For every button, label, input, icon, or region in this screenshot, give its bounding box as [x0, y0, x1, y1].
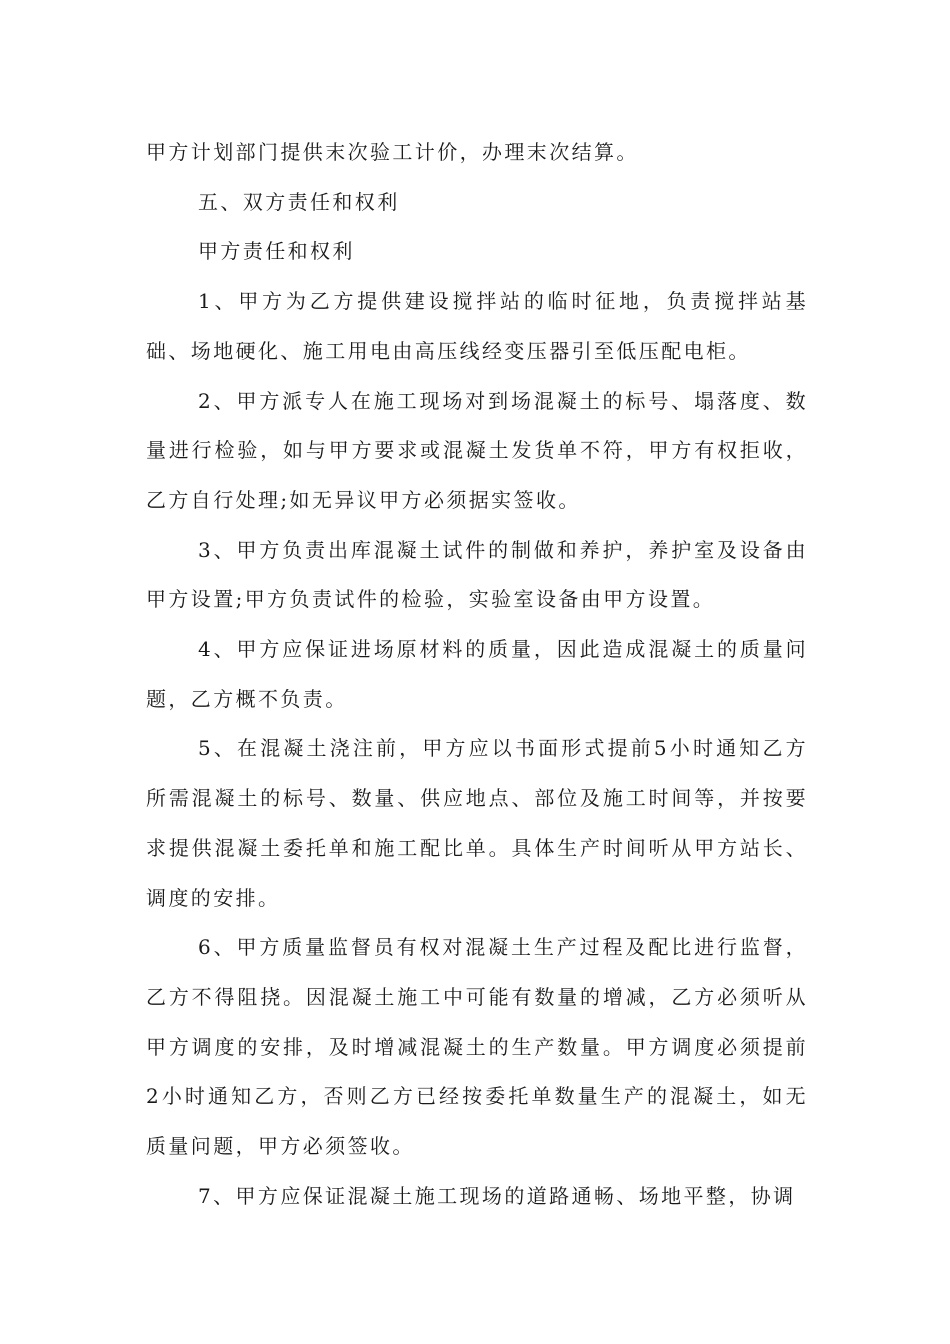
paragraph-settlement: 甲方计划部门提供末次验工计价，办理末次结算。: [146, 140, 639, 164]
clause-6: 6、甲方质量监督员有权对混凝土生产过程及配比进行监督，乙方不得阻挠。因混凝土施工中可能有数量的增减，乙方必须听从甲方调度的安排，及时增减混凝土的生产数量。甲方调度必须提前2小时通知乙方，否则乙方已经按委托单数量生产的混凝土，如无质量问题，甲方必须签收。: [146, 935, 808, 1159]
clause-5: 5、在混凝土浇注前，甲方应以书面形式提前5小时通知乙方所需混凝土的标号、数量、供应地点、部位及施工时间等，并按要求提供混凝土委托单和施工配比单。具体生产时间听从甲方站长、调度的安排。: [146, 736, 808, 910]
subsection-heading: 甲方责任和权利: [198, 239, 355, 264]
clause-7: 7、甲方应保证混凝土施工现场的道路通畅、场地平整，协调: [198, 1183, 796, 1208]
clause-2: 2、甲方派专人在施工现场对到场混凝土的标号、塌落度、数量进行检验，如与甲方要求或混凝土发货单不符，甲方有权拒收，乙方自行处理;如无异议甲方必须据实签收。: [146, 388, 808, 512]
document-body: [146, 128, 808, 1221]
section-heading: 五、双方责任和权利: [198, 189, 400, 214]
clause-3: 3、甲方负责出库混凝土试件的制做和养护，养护室及设备由甲方设置;甲方负责试件的检验，实验室设备由甲方设置。: [146, 537, 808, 612]
clause-1: 1、甲方为乙方提供建设搅拌站的临时征地，负责搅拌站基础、场地硬化、施工用电由高压线经变压器引至低压配电柜。: [146, 289, 808, 363]
clause-4: 4、甲方应保证进场原材料的质量，因此造成混凝土的质量问题，乙方概不负责。: [146, 637, 808, 711]
